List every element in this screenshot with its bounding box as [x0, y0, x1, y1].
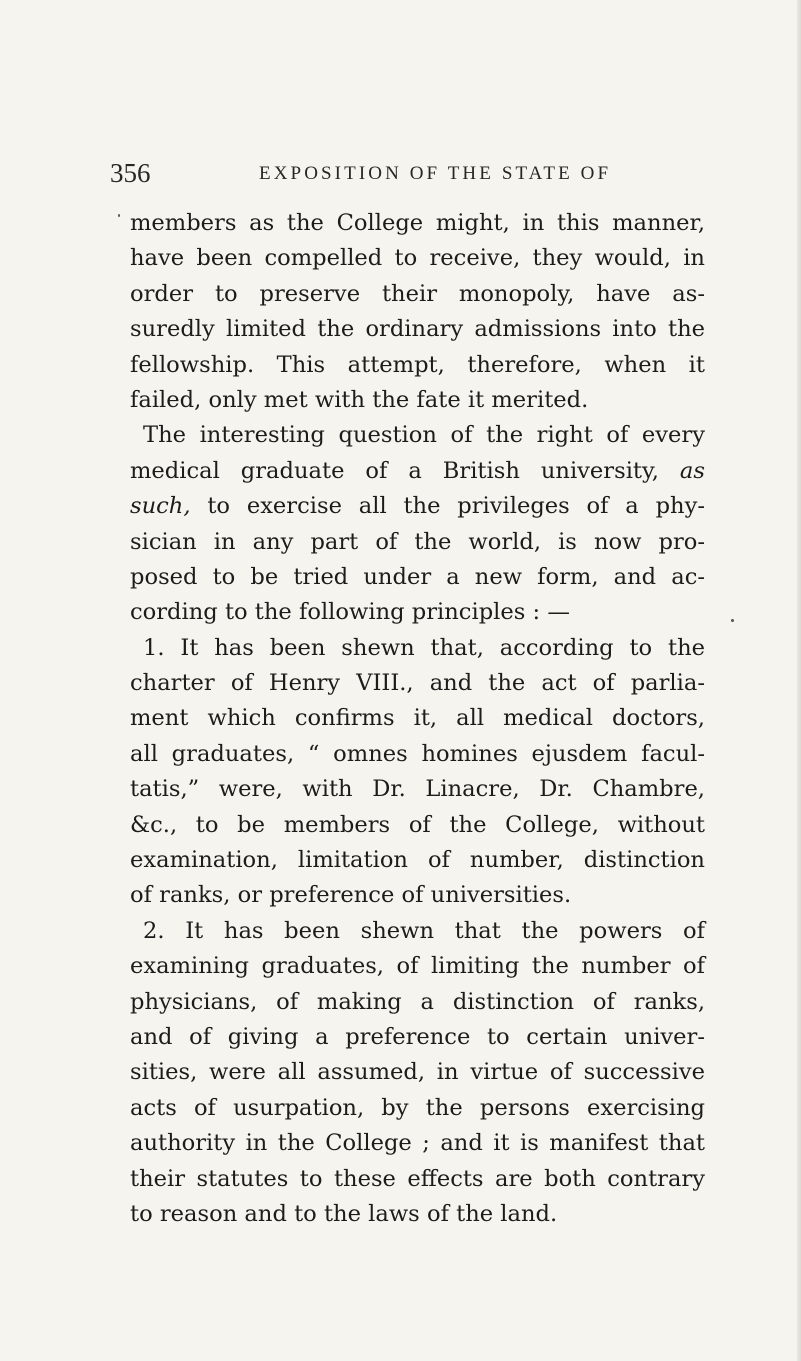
text-line: 1. It has been shewn that, according to the — [143, 634, 705, 661]
text-segment: medical graduate of a British university, — [130, 457, 659, 484]
text-line: acts of usurpation, by the persons exercising — [130, 1094, 705, 1121]
text-segment: to exercise all the privileges of a phy- — [207, 493, 705, 520]
text-line: tatis,” were, with Dr. Linacre, Dr. Chambre, — [130, 776, 705, 803]
text-line: have been compelled to receive, they would, in — [130, 245, 705, 272]
text-line: of ranks, or preference of universities. — [130, 882, 572, 909]
text-line: ment which confirms it, all medical doctors, — [130, 705, 705, 732]
text-line: their statutes to these effects are both contrary — [130, 1165, 705, 1192]
italic-text: such, — [130, 493, 191, 520]
text-line — [130, 454, 705, 489]
running-head — [110, 158, 730, 198]
text-line: sities, were all assumed, in virtue of successive — [130, 1059, 705, 1086]
page-number: 356 — [110, 158, 151, 188]
text-line: cording to the following principles : — — [130, 599, 570, 626]
text-line: failed, only met with the fate it merited. — [130, 386, 589, 413]
text-line: physicians, of making a distinction of ranks, — [130, 988, 705, 1015]
ink-speck — [118, 214, 120, 217]
text-line: members as the College might, in this manner, — [130, 210, 705, 236]
text-line: examining graduates, of limiting the number of — [130, 953, 705, 980]
text-line: and of giving a preference to certain univer- — [130, 1023, 705, 1050]
text-line: suredly limited the ordinary admissions into the — [130, 316, 705, 343]
ink-speck — [731, 619, 734, 622]
text-line: &c., to be members of the College, without — [130, 811, 705, 838]
text-line: to reason and to the laws of the land. — [130, 1200, 558, 1227]
body-text — [130, 206, 705, 1232]
italic-text: as — [679, 457, 705, 484]
text-line: all graduates, “ omnes homines ejusdem facul- — [130, 740, 705, 767]
text-line: charter of Henry VIII., and the act of parlia- — [130, 670, 705, 697]
text-line: posed to be tried under a new form, and ac- — [130, 563, 705, 590]
text-line: authority in the College ; and it is manifest that — [130, 1130, 705, 1157]
text-line: sician in any part of the world, is now pro- — [130, 528, 705, 555]
text-line: examination, limitation of number, distinction — [130, 847, 705, 874]
text-line — [130, 489, 705, 524]
text-line: The interesting question of the right of every — [143, 422, 705, 449]
running-title: EXPOSITION OF THE STATE OF — [259, 163, 612, 184]
text-line: fellowship. This attempt, therefore, when it — [130, 351, 705, 378]
text-line: order to preserve their monopoly, have as- — [130, 280, 705, 307]
text-line: 2. It has been shewn that the powers of — [143, 917, 705, 944]
page-edge — [797, 0, 801, 1361]
